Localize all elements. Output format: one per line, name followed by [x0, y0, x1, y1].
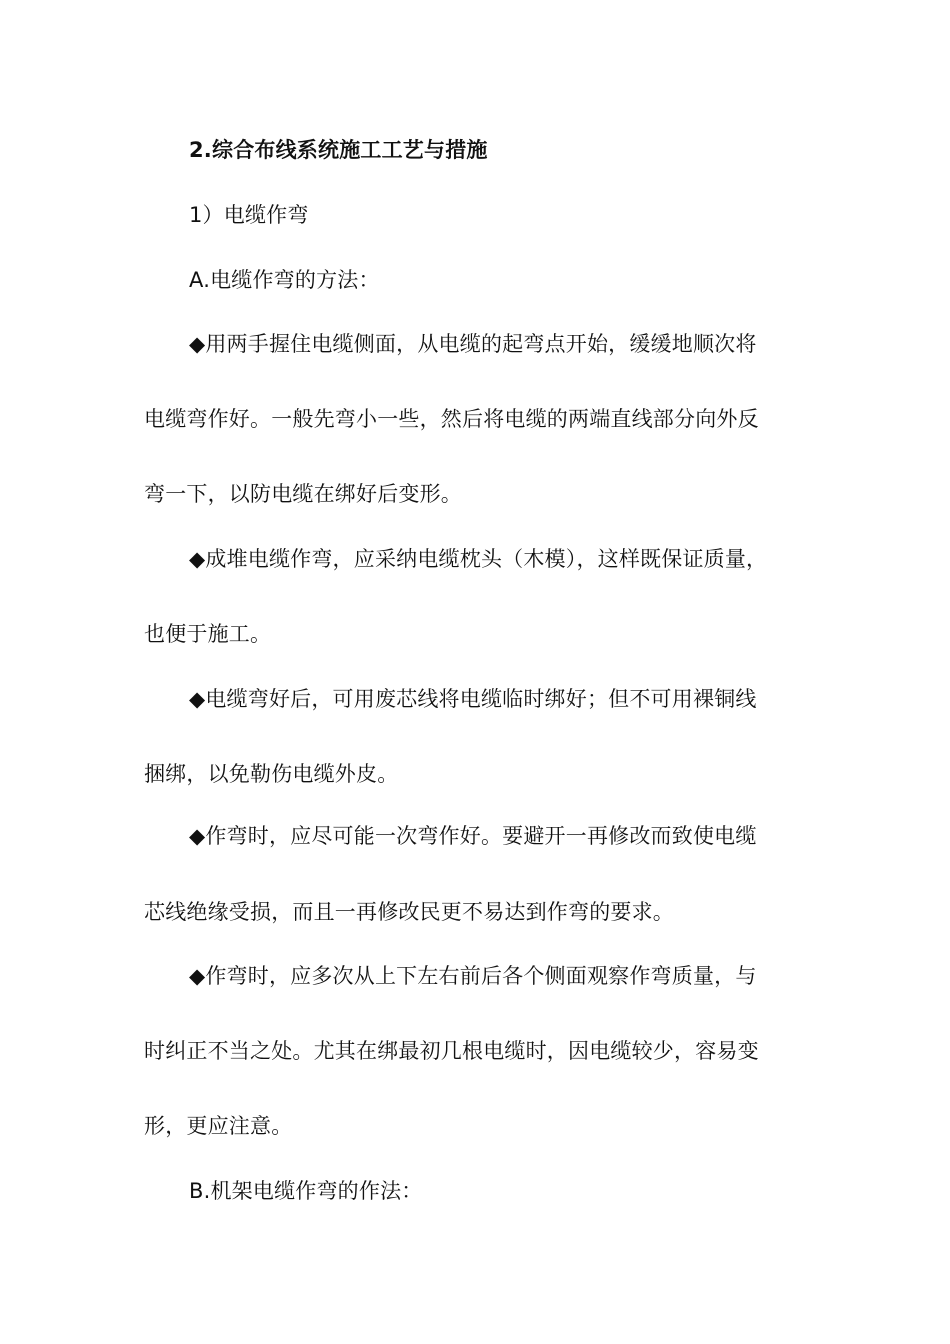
- paragraph-line: 电缆弯作好。一般先弯小一些，然后将电缆的两端直线部分向外反: [144, 407, 759, 431]
- paragraph-line: ◆用两手握住电缆侧面，从电缆的起弯点开始，缓缓地顺次将: [189, 332, 757, 356]
- subsection-title: 1）电缆作弯: [189, 203, 309, 227]
- paragraph-line: 形，更应注意。: [144, 1114, 293, 1138]
- section-title: 2.综合布线系统施工工艺与措施: [189, 138, 488, 162]
- paragraph-line: 弯一下，以防电缆在绑好后变形。: [144, 482, 462, 506]
- paragraph-line: 捆绑，以免勒伤电缆外皮。: [144, 762, 399, 786]
- paragraph-line: 时纠正不当之处。尤其在绑最初几根电缆时，因电缆较少，容易变: [144, 1039, 759, 1063]
- part-b-title: B.机架电缆作弯的作法：: [189, 1179, 423, 1203]
- paragraph-line: ◆作弯时，应多次从上下左右前后各个侧面观察作弯质量，与: [189, 964, 757, 988]
- paragraph-line: ◆成堆电缆作弯，应采纳电缆枕头（木模），这样既保证质量，: [189, 547, 768, 571]
- paragraph-line: ◆电缆弯好后，可用废芯线将电缆临时绑好；但不可用裸铜线: [189, 687, 757, 711]
- paragraph-line: 芯线绝缘受损，而且一再修改民更不易达到作弯的要求。: [144, 900, 674, 924]
- paragraph-line: ◆作弯时，应尽可能一次弯作好。要避开一再修改而致使电缆: [189, 824, 757, 848]
- part-a-title: A.电缆作弯的方法：: [189, 268, 380, 292]
- paragraph-line: 也便于施工。: [144, 622, 272, 646]
